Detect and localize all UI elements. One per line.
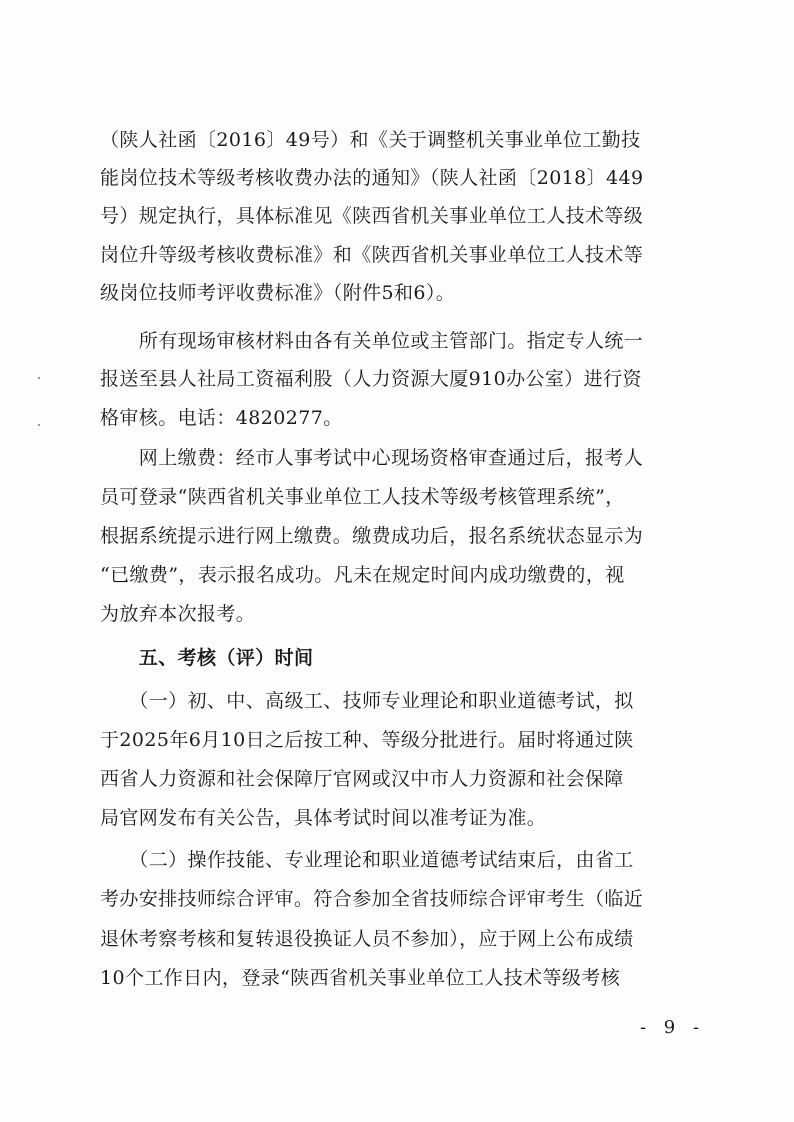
text-line: 号）规定执行，具体标准见《陕西省机关事业单位工人技术等级 (100, 205, 644, 227)
text-line: 局官网发布有关公告，具体考试时间以准考证为准。 (100, 807, 547, 829)
text-line: 西省人力资源和社会保障厅官网或汉中市人力资源和社会保障 (100, 768, 624, 790)
text-line: 根据系统提示进行网上缴费。缴费成功后，报名系统状态显示为 (100, 525, 644, 547)
page-number: - 9 - (640, 1017, 706, 1038)
text-line: （一）初、中、高级工、技师专业理论和职业道德考试，拟 (100, 690, 634, 712)
text-line: 所有现场审核材料由各有关单位或主管部门。指定专人统一 (100, 330, 644, 352)
text-line: 能岗位技术等级考核收费办法的通知》（陕人社函〔2018〕449 (100, 167, 644, 189)
text-line: （陕人社函〔2016〕49号）和《关于调整机关事业单位工勤技 (100, 129, 641, 151)
section-heading: 五、考核（评）时间 (100, 647, 314, 669)
text-line: 10个工作日内，登录“陕西省机关事业单位工人技术等级考核 (100, 967, 621, 989)
text-line: （二）操作技能、专业理论和职业道德考试结束后，由省工 (100, 849, 634, 871)
text-line: 级岗位技师考评收费标准》（附件5和6）。 (100, 282, 456, 304)
text-line: 员可登录“陕西省机关事业单位工人技术等级考核管理系统”， (100, 486, 625, 508)
text-line: 考办安排技师综合评审。符合参加全省技师综合评审考生（临近 (100, 888, 644, 910)
text-line: 网上缴费：经市人事考试中心现场资格审查通过后，报考人 (100, 447, 644, 469)
scan-speck (38, 377, 40, 379)
text-line: 岗位升等级考核收费标准》和《陕西省机关事业单位工人技术等 (100, 244, 644, 266)
text-line: 为放弃本次报考。 (100, 603, 256, 625)
scan-speck (38, 424, 40, 426)
text-line: “已缴费”，表示报名成功。凡未在规定时间内成功缴费的，视 (100, 564, 625, 586)
text-line: 退休考察考核和复转退役换证人员不参加），应于网上公布成绩 (100, 928, 634, 950)
text-line: 报送至县人社局工资福利股（人力资源大厦910办公室）进行资 (100, 368, 642, 390)
text-line: 于2025年6月10日之后按工种、等级分批进行。届时将通过陕 (100, 729, 634, 751)
text-line: 格审核。电话：4820277。 (100, 407, 343, 429)
